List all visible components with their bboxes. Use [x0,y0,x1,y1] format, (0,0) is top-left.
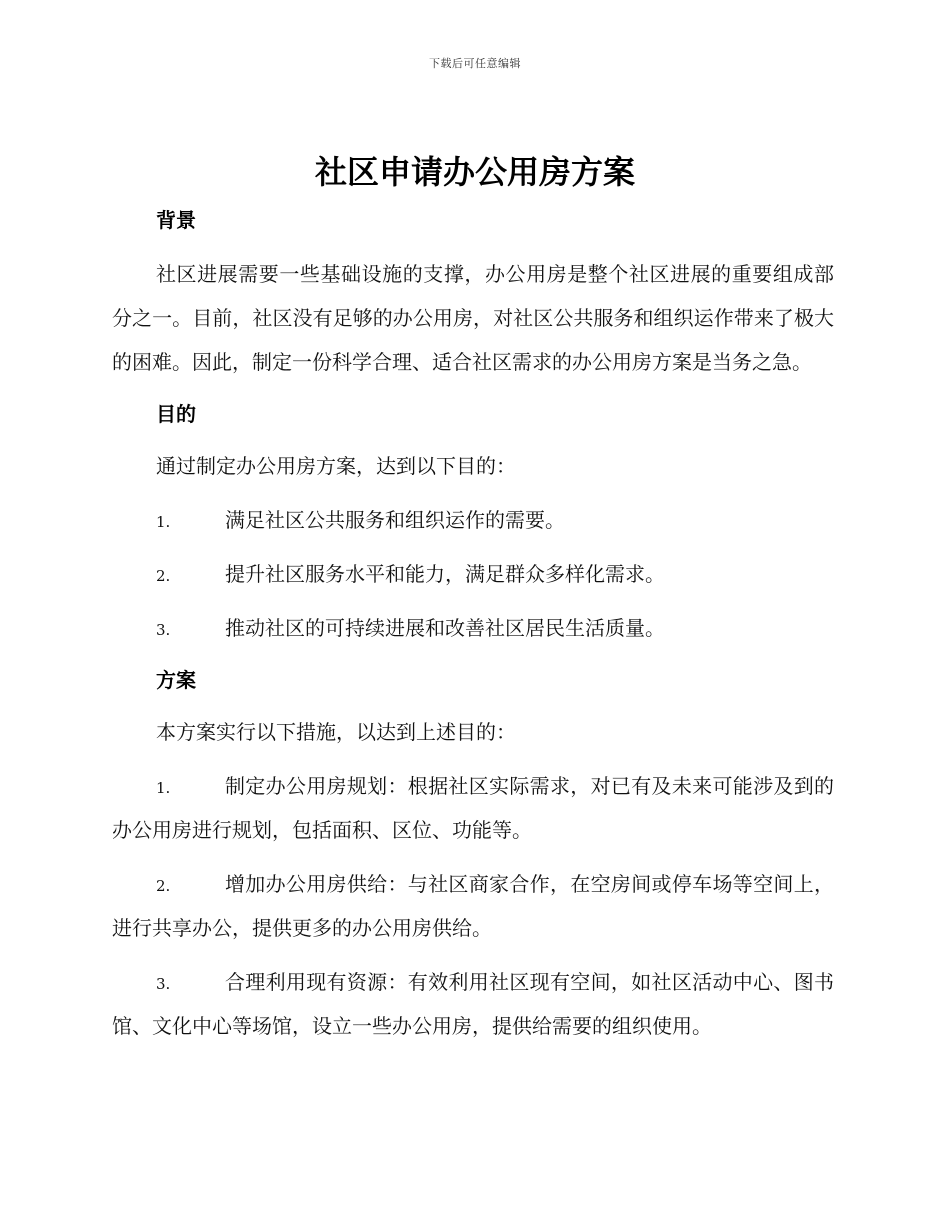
section-heading-plan: 方案 [156,668,196,692]
plan-item [112,862,834,950]
list-text: 推动社区的可持续进展和改善社区居民生活质量。 [225,616,665,640]
list-number: 2. [156,877,171,895]
list-text: 制定办公用房规划：根据社区实际需求，对已有及未来可能涉及到的办公用房进行规划，包括面积、区位、功能等。 [112,774,834,842]
purpose-item [112,498,834,542]
purpose-item [112,606,834,650]
plan-intro: 本方案实行以下措施，以达到上述目的： [156,720,516,744]
purpose-item [112,552,834,596]
document-title: 社区申请办公用房方案 [314,153,635,191]
list-text: 增加办公用房供给：与社区商家合作，在空房间或停车场等空间上，进行共享办公，提供更多的办公用房供给。 [112,872,834,940]
list-text: 提升社区服务水平和能力，满足群众多样化需求。 [225,562,665,586]
document-body [112,200,834,1048]
plan-item [112,764,834,852]
plan-item [112,960,834,1048]
purpose-intro: 通过制定办公用房方案，达到以下目的： [156,454,516,478]
list-number: 1. [156,513,171,531]
header-note: 下载后可任意编辑 [429,57,521,70]
list-number: 3. [156,621,171,639]
list-number: 1. [156,779,171,797]
list-text: 满足社区公共服务和组织运作的需要。 [225,508,565,532]
list-number: 3. [156,975,171,993]
background-paragraph: 社区进展需要一些基础设施的支撑，办公用房是整个社区进展的重要组成部分之一。目前，社区没有足够的办公用房，对社区公共服务和组织运作带来了极大的困难。因此，制定一份科学合理、适合社区需求的办公用房方案是当务之急。 [112,262,834,374]
section-heading-background: 背景 [156,208,196,232]
list-number: 2. [156,567,171,585]
section-heading-purpose: 目的 [156,402,196,426]
list-text: 合理利用现有资源：有效利用社区现有空间，如社区活动中心、图书馆、文化中心等场馆，设立一些办公用房，提供给需要的组织使用。 [112,970,834,1038]
